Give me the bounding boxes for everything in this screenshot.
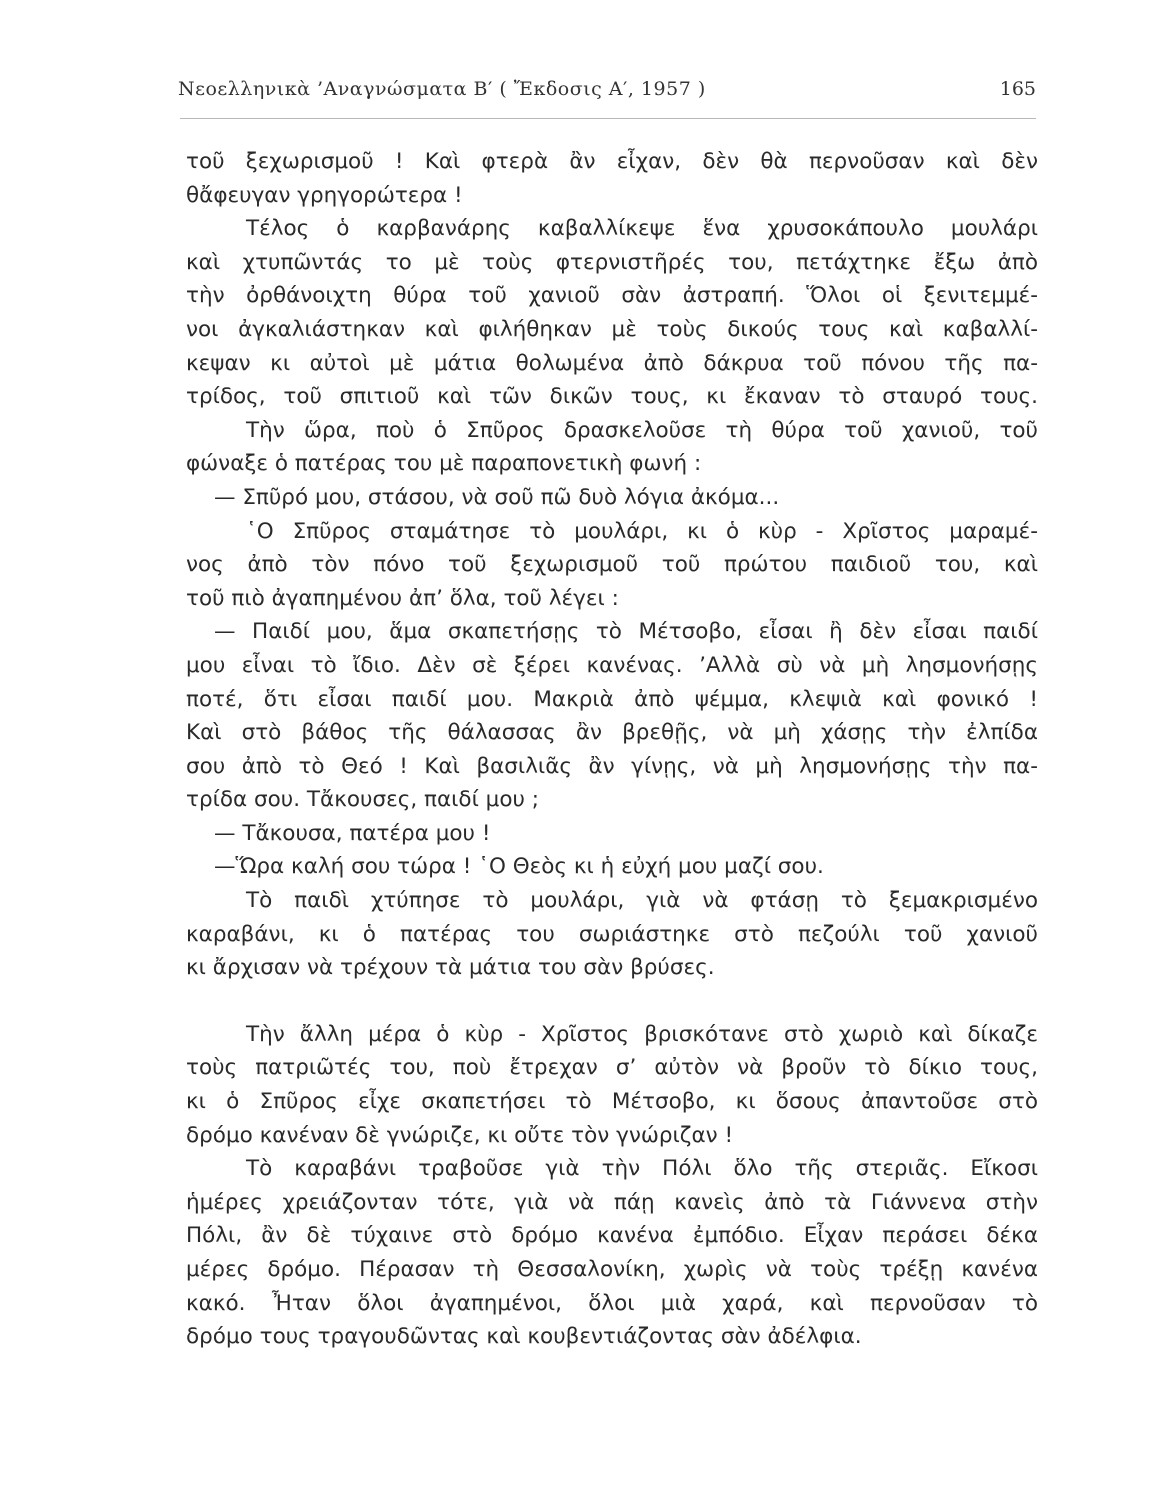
text-line: νοι ἀγκαλιάστηκαν καὶ φιλήθηκαν μὲ τοὺς δικούς τους καὶ καβαλλί- — [186, 316, 1038, 342]
paragraph-start-line: Τὴν ὥρα, ποὺ ὁ Σπῦρος δρασκελοῦσε τὴ θύρα τοῦ χανιοῦ, τοῦ — [246, 417, 1038, 443]
text-line: καὶ χτυπῶντάς το μὲ τοὺς φτερνιστῆρές του, πετάχτηκε ἔξω ἀπὸ — [186, 249, 1038, 275]
text-line: δρόμο κανέναν δὲ γνώριζε, κι οὔτε τὸν γνώριζαν ! — [186, 1122, 734, 1148]
text-line: δρόμο τους τραγουδῶντας καὶ κουβεντιάζοντας σὰν ἀδέλφια. — [186, 1324, 862, 1350]
paragraph-start-line: Τέλος ὁ καρβανάρης καβαλλίκεψε ἕνα χρυσοκάπουλο μουλάρι — [246, 216, 1038, 242]
dialogue-line: — Τἄκουσα, πατέρα μου ! — [214, 820, 491, 846]
text-line: τρίδα σου. Τἄκουσες, παιδί μου ; — [186, 787, 540, 813]
text-line: μέρες δρόμο. Πέρασαν τὴ Θεσσαλονίκη, χωρὶς νὰ τοὺς τρέξῃ κανένα — [186, 1257, 1038, 1282]
dialogue-line: —Ὥρα καλή σου τώρα ! ῾Ο Θεὸς κι ἡ εὐχή μου μαζί σου. — [214, 854, 824, 880]
text-line: καραβάνι, κι ὁ πατέρας του σωριάστηκε στὸ πεζούλι τοῦ χανιοῦ — [186, 921, 1038, 947]
text-line: Καὶ στὸ βάθος τῆς θάλασσας ἂν βρεθῇς, νὰ μὴ χάσῃς τὴν ἐλπίδα — [186, 720, 1038, 746]
paragraph-start-line: Τὴν ἄλλη μέρα ὁ κὺρ - Χρῖστος βρισκότανε στὸ χωριὸ καὶ δίκαζε — [246, 1021, 1038, 1047]
header-divider — [180, 118, 1036, 119]
text-line: σου ἀπὸ τὸ Θεό ! Καὶ βασιλιᾶς ἂν γίνῃς, νὰ μὴ λησμονήσῃς τὴν πα- — [186, 753, 1038, 779]
text-line: τρίδος, τοῦ σπιτιοῦ καὶ τῶν δικῶν τους, κι ἔκαναν τὸ σταυρό τους. — [186, 384, 1038, 410]
paragraph-start-line: ῾Ο Σπῦρος σταμάτησε τὸ μουλάρι, κι ὁ κὺρ - Χρῖστος μαραμέ- — [246, 518, 1038, 544]
text-line: κι ἄρχισαν νὰ τρέχουν τὰ μάτια του σὰν βρύσες. — [186, 955, 715, 981]
text-line: νος ἀπὸ τὸν πόνο τοῦ ξεχωρισμοῦ τοῦ πρώτου παιδιοῦ του, καὶ — [186, 552, 1038, 578]
text-line: θἄφευγαν γρηγορώτερα ! — [186, 182, 463, 208]
dialogue-line: — Παιδί μου, ἅμα σκαπετήσῃς τὸ Μέτσοβο, εἶσαι ἢ δὲν εἶσαι παιδί — [214, 619, 1038, 645]
text-line: ποτέ, ὅτι εἶσαι παιδί μου. Μακριὰ ἀπὸ ψέμμα, κλεψιὰ καὶ φονικό ! — [186, 686, 1038, 712]
page-number: 165 — [999, 78, 1036, 100]
text-line: τοῦ πιὸ ἀγαπημένου ἀπ’ ὅλα, τοῦ λέγει : — [186, 585, 619, 611]
text-line: κεψαν κι αὐτοὶ μὲ μάτια θολωμένα ἀπὸ δάκρυα τοῦ πόνου τῆς πα- — [186, 350, 1038, 376]
text-line: κακό. Ἦταν ὅλοι ἀγαπημένοι, ὅλοι μιὰ χαρά, καὶ περνοῦσαν τὸ — [186, 1290, 1038, 1316]
body-text — [186, 145, 1038, 1354]
paragraph-start-line: Τὸ παιδὶ χτύπησε τὸ μουλάρι, γιὰ νὰ φτάσῃ τὸ ξεμακρισμένο — [246, 888, 1038, 914]
paragraph-start-line: Τὸ καραβάνι τραβοῦσε γιὰ τὴν Πόλι ὅλο τῆς στεριᾶς. Εἴκοσι — [246, 1156, 1038, 1182]
text-line: ἡμέρες χρειάζονταν τότε, γιὰ νὰ πάῃ κανεὶς ἀπὸ τὰ Γιάννενα στὴν — [186, 1189, 1038, 1215]
text-line: κι ὁ Σπῦρος εἶχε σκαπετήσει τὸ Μέτσοβο, κι ὅσους ἀπαντοῦσε στὸ — [186, 1089, 1038, 1115]
text-line: μου εἶναι τὸ ἴδιο. Δὲν σὲ ξέρει κανένας. ’Αλλὰ σὺ νὰ μὴ λησμονήσῃς — [186, 652, 1038, 678]
dialogue-line: — Σπῦρό μου, στάσου, νὰ σοῦ πῶ δυὸ λόγια ἀκόμα... — [214, 484, 780, 510]
running-title: Νεοελληνικὰ ’Αναγνώσματα Β′ ( Ἔκδοσις Α′, 1957 ) — [178, 78, 706, 100]
section-break — [186, 985, 1038, 1018]
text-line: φώναξε ὁ πατέρας του μὲ παραπονετικὴ φωνή : — [186, 451, 702, 477]
text-line: Πόλι, ἂν δὲ τύχαινε στὸ δρόμο κανένα ἐμπόδιο. Εἶχαν περάσει δέκα — [186, 1223, 1038, 1249]
page-header — [178, 78, 1038, 114]
text-line: τοῦ ξεχωρισμοῦ ! Καὶ φτερὰ ἂν εἶχαν, δὲν θὰ περνοῦσαν καὶ δὲν — [186, 149, 1038, 174]
text-line: τοὺς πατριῶτές του, ποὺ ἔτρεχαν σ’ αὐτὸν νὰ βροῦν τὸ δίκιο τους, — [186, 1055, 1038, 1081]
text-line: τὴν ὀρθάνοιχτη θύρα τοῦ χανιοῦ σὰν ἀστραπή. Ὅλοι οἱ ξενιτεμμέ- — [186, 283, 1038, 309]
